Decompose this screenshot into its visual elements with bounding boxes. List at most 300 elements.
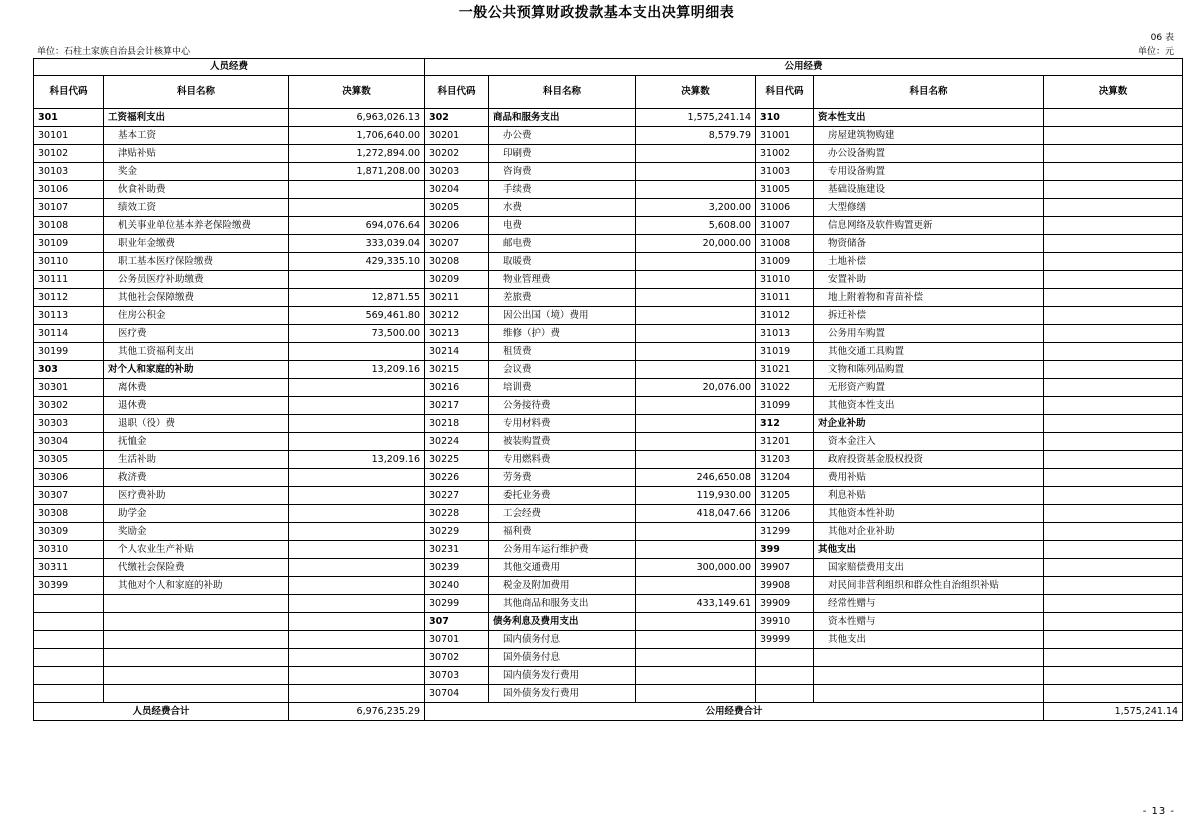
- cell-code: 30201: [425, 127, 489, 145]
- cell-code: 30229: [425, 523, 489, 541]
- cell-name: 其他支出: [814, 541, 1044, 559]
- cell-code: 39908: [756, 577, 814, 595]
- cell-amount: 300,000.00: [636, 559, 756, 577]
- col-header-code: 科目代码: [425, 76, 489, 109]
- table-row: [34, 253, 1183, 271]
- col-header-name: 科目名称: [814, 76, 1044, 109]
- cell-name: 国家赔偿费用支出: [814, 559, 1044, 577]
- cell-code: 30106: [34, 181, 104, 199]
- table-row: [34, 163, 1183, 181]
- cell-amount: [636, 343, 756, 361]
- col-header-code: 科目代码: [34, 76, 104, 109]
- cell-name: [814, 685, 1044, 703]
- cell-code: [34, 613, 104, 631]
- cell-code: 30306: [34, 469, 104, 487]
- cell-name: 代缴社会保险费: [104, 559, 289, 577]
- cell-amount: [289, 595, 425, 613]
- table-row: [34, 289, 1183, 307]
- cell-amount: [636, 181, 756, 199]
- cell-amount: [1044, 379, 1183, 397]
- cell-name: [104, 613, 289, 631]
- public-group-header: 公用经费: [425, 59, 1183, 76]
- cell-code: 30214: [425, 343, 489, 361]
- cell-amount: [289, 631, 425, 649]
- table-row: [34, 433, 1183, 451]
- cell-amount: [1044, 163, 1183, 181]
- cell-name: 基础设施建设: [814, 181, 1044, 199]
- cell-code: 30213: [425, 325, 489, 343]
- cell-name: [104, 631, 289, 649]
- cell-code: [756, 649, 814, 667]
- cell-name: 会议费: [489, 361, 636, 379]
- cell-code: [34, 667, 104, 685]
- cell-amount: [289, 685, 425, 703]
- cell-code: 30225: [425, 451, 489, 469]
- cell-amount: 1,871,208.00: [289, 163, 425, 181]
- cell-name: 其他资本性支出: [814, 397, 1044, 415]
- cell-amount: [1044, 685, 1183, 703]
- cell-amount: 8,579.79: [636, 127, 756, 145]
- cell-name: 劳务费: [489, 469, 636, 487]
- cell-name: 政府投资基金股权投资: [814, 451, 1044, 469]
- cell-amount: [1044, 541, 1183, 559]
- cell-code: 30101: [34, 127, 104, 145]
- page-title: 一般公共预算财政拨款基本支出决算明细表: [458, 5, 735, 21]
- cell-name: 办公费: [489, 127, 636, 145]
- cell-name: 国外债务付息: [489, 649, 636, 667]
- cell-name: 医疗费补助: [104, 487, 289, 505]
- cell-code: 31005: [756, 181, 814, 199]
- public-total-value: 1,575,241.14: [1044, 703, 1183, 721]
- cell-amount: [636, 253, 756, 271]
- cell-name: 税金及附加费用: [489, 577, 636, 595]
- cell-amount: [636, 145, 756, 163]
- table-row: [34, 451, 1183, 469]
- expenditure-table: [33, 58, 1183, 721]
- table-row: [34, 217, 1183, 235]
- cell-name: 其他对企业补助: [814, 523, 1044, 541]
- currency-unit: 单位：元: [1137, 47, 1174, 57]
- cell-amount: [636, 271, 756, 289]
- cell-amount: [636, 613, 756, 631]
- cell-amount: [289, 613, 425, 631]
- cell-amount: [636, 307, 756, 325]
- cell-name: 国内债务付息: [489, 631, 636, 649]
- table-row: [34, 577, 1183, 595]
- cell-amount: [636, 541, 756, 559]
- cell-amount: 1,575,241.14: [636, 109, 756, 127]
- cell-code: 31019: [756, 343, 814, 361]
- cell-code: 31205: [756, 487, 814, 505]
- cell-name: 公务用车购置: [814, 325, 1044, 343]
- cell-name: 伙食补助费: [104, 181, 289, 199]
- cell-code: 30224: [425, 433, 489, 451]
- cell-name: 专用材料费: [489, 415, 636, 433]
- cell-amount: [1044, 397, 1183, 415]
- cell-amount: [289, 541, 425, 559]
- cell-code: 30308: [34, 505, 104, 523]
- table-row: [34, 325, 1183, 343]
- cell-code: 30209: [425, 271, 489, 289]
- cell-amount: [289, 469, 425, 487]
- table-row: [34, 379, 1183, 397]
- cell-amount: 1,272,894.00: [289, 145, 425, 163]
- table-row: [34, 109, 1183, 127]
- cell-name: 退休费: [104, 397, 289, 415]
- cell-amount: [1044, 289, 1183, 307]
- cell-code: 30202: [425, 145, 489, 163]
- cell-code: 30309: [34, 523, 104, 541]
- cell-amount: 13,209.16: [289, 361, 425, 379]
- cell-amount: [636, 685, 756, 703]
- cell-code: 30240: [425, 577, 489, 595]
- cell-name: 安置补助: [814, 271, 1044, 289]
- cell-code: 39910: [756, 613, 814, 631]
- cell-name: 基本工资: [104, 127, 289, 145]
- col-header-name: 科目名称: [104, 76, 289, 109]
- cell-amount: [1044, 613, 1183, 631]
- cell-name: 拆迁补偿: [814, 307, 1044, 325]
- cell-amount: [1044, 307, 1183, 325]
- cell-code: 399: [756, 541, 814, 559]
- cell-code: 30114: [34, 325, 104, 343]
- cell-code: 30112: [34, 289, 104, 307]
- personnel-group-header: 人员经费: [34, 59, 425, 76]
- cell-amount: [289, 379, 425, 397]
- cell-amount: [1044, 235, 1183, 253]
- cell-code: 30305: [34, 451, 104, 469]
- cell-name: 差旅费: [489, 289, 636, 307]
- cell-amount: [289, 667, 425, 685]
- cell-amount: [1044, 253, 1183, 271]
- table-row: [34, 613, 1183, 631]
- cell-name: 信息网络及软件购置更新: [814, 217, 1044, 235]
- cell-code: [34, 631, 104, 649]
- page-number: - 13 -: [1142, 806, 1175, 817]
- cell-name: 福利费: [489, 523, 636, 541]
- cell-amount: [636, 289, 756, 307]
- cell-code: 31002: [756, 145, 814, 163]
- col-header-amount: 决算数: [636, 76, 756, 109]
- cell-code: 30701: [425, 631, 489, 649]
- table-row: [34, 199, 1183, 217]
- cell-amount: [289, 523, 425, 541]
- cell-name: 其他商品和服务支出: [489, 595, 636, 613]
- cell-code: 30113: [34, 307, 104, 325]
- cell-code: 301: [34, 109, 104, 127]
- cell-amount: [1044, 631, 1183, 649]
- cell-name: 国外债务发行费用: [489, 685, 636, 703]
- cell-code: 31001: [756, 127, 814, 145]
- cell-amount: 429,335.10: [289, 253, 425, 271]
- cell-code: 30307: [34, 487, 104, 505]
- cell-amount: [1044, 487, 1183, 505]
- cell-name: 其他交通费用: [489, 559, 636, 577]
- cell-code: 30227: [425, 487, 489, 505]
- cell-name: 生活补助: [104, 451, 289, 469]
- table-row: [34, 595, 1183, 613]
- table-row: [34, 397, 1183, 415]
- group-header-row: [34, 59, 1183, 76]
- cell-code: 312: [756, 415, 814, 433]
- cell-code: 30217: [425, 397, 489, 415]
- table-row: [34, 361, 1183, 379]
- cell-code: 31203: [756, 451, 814, 469]
- cell-amount: [1044, 325, 1183, 343]
- cell-amount: 433,149.61: [636, 595, 756, 613]
- cell-code: 31012: [756, 307, 814, 325]
- cell-code: 31011: [756, 289, 814, 307]
- cell-amount: [1044, 433, 1183, 451]
- cell-amount: [1044, 199, 1183, 217]
- cell-amount: [289, 271, 425, 289]
- cell-name: 土地补偿: [814, 253, 1044, 271]
- cell-amount: [289, 649, 425, 667]
- cell-name: 其他支出: [814, 631, 1044, 649]
- table-row: [34, 235, 1183, 253]
- cell-code: [756, 667, 814, 685]
- cell-amount: 418,047.66: [636, 505, 756, 523]
- cell-code: 30199: [34, 343, 104, 361]
- cell-amount: [289, 415, 425, 433]
- cell-name: 助学金: [104, 505, 289, 523]
- table-row: [34, 307, 1183, 325]
- cell-amount: [289, 505, 425, 523]
- cell-name: 维修（护）费: [489, 325, 636, 343]
- cell-amount: [1044, 127, 1183, 145]
- cell-code: 31007: [756, 217, 814, 235]
- cell-name: 专用设备购置: [814, 163, 1044, 181]
- cell-amount: 1,706,640.00: [289, 127, 425, 145]
- table-row: [34, 559, 1183, 577]
- cell-code: 30399: [34, 577, 104, 595]
- col-header-amount: 决算数: [1044, 76, 1183, 109]
- cell-name: 资本性赠与: [814, 613, 1044, 631]
- cell-name: 职业年金缴费: [104, 235, 289, 253]
- cell-code: 31021: [756, 361, 814, 379]
- cell-amount: 20,076.00: [636, 379, 756, 397]
- public-total-label: 公用经费合计: [425, 703, 1044, 721]
- cell-code: [34, 649, 104, 667]
- cell-amount: 569,461.80: [289, 307, 425, 325]
- cell-code: 302: [425, 109, 489, 127]
- cell-code: 30108: [34, 217, 104, 235]
- cell-amount: [1044, 415, 1183, 433]
- cell-code: [34, 595, 104, 613]
- cell-amount: [1044, 361, 1183, 379]
- cell-name: 抚恤金: [104, 433, 289, 451]
- cell-name: 其他对个人和家庭的补助: [104, 577, 289, 595]
- cell-name: [814, 649, 1044, 667]
- cell-name: [104, 667, 289, 685]
- cell-code: 30111: [34, 271, 104, 289]
- cell-name: 公务接待费: [489, 397, 636, 415]
- cell-amount: [1044, 451, 1183, 469]
- table-number: 06 表: [1150, 33, 1174, 43]
- cell-code: 39909: [756, 595, 814, 613]
- cell-amount: 119,930.00: [636, 487, 756, 505]
- cell-amount: [1044, 271, 1183, 289]
- cell-code: 31099: [756, 397, 814, 415]
- cell-amount: 694,076.64: [289, 217, 425, 235]
- cell-code: 30109: [34, 235, 104, 253]
- cell-name: 职工基本医疗保险缴费: [104, 253, 289, 271]
- cell-name: 债务利息及费用支出: [489, 613, 636, 631]
- personnel-total-label: 人员经费合计: [34, 703, 289, 721]
- cell-name: 地上附着物和青苗补偿: [814, 289, 1044, 307]
- cell-name: 手续费: [489, 181, 636, 199]
- table-row: [34, 271, 1183, 289]
- cell-amount: [636, 325, 756, 343]
- table-row: [34, 523, 1183, 541]
- cell-name: 公务员医疗补助缴费: [104, 271, 289, 289]
- cell-name: 房屋建筑物购建: [814, 127, 1044, 145]
- cell-code: 30218: [425, 415, 489, 433]
- cell-name: [104, 649, 289, 667]
- cell-amount: [636, 361, 756, 379]
- cell-code: 30207: [425, 235, 489, 253]
- cell-name: 专用燃料费: [489, 451, 636, 469]
- cell-code: 30205: [425, 199, 489, 217]
- cell-code: 307: [425, 613, 489, 631]
- cell-amount: 73,500.00: [289, 325, 425, 343]
- cell-amount: 3,200.00: [636, 199, 756, 217]
- cell-code: 31204: [756, 469, 814, 487]
- cell-name: 费用补贴: [814, 469, 1044, 487]
- cell-name: 对民间非营利组织和群众性自治组织补贴: [814, 577, 1044, 595]
- cell-amount: [1044, 595, 1183, 613]
- cell-name: 公务用车运行维护费: [489, 541, 636, 559]
- cell-code: 31006: [756, 199, 814, 217]
- cell-name: 其他交通工具购置: [814, 343, 1044, 361]
- cell-code: 30211: [425, 289, 489, 307]
- cell-amount: [289, 577, 425, 595]
- cell-amount: 20,000.00: [636, 235, 756, 253]
- cell-code: 31022: [756, 379, 814, 397]
- cell-code: 30212: [425, 307, 489, 325]
- cell-name: 物资储备: [814, 235, 1044, 253]
- cell-amount: [1044, 505, 1183, 523]
- cell-amount: [636, 415, 756, 433]
- table-row: [34, 145, 1183, 163]
- cell-name: 退职（役）费: [104, 415, 289, 433]
- cell-code: 30228: [425, 505, 489, 523]
- cell-amount: 5,608.00: [636, 217, 756, 235]
- cell-code: 310: [756, 109, 814, 127]
- table-row: [34, 127, 1183, 145]
- table-row: [34, 415, 1183, 433]
- cell-name: 对个人和家庭的补助: [104, 361, 289, 379]
- cell-name: [814, 667, 1044, 685]
- table-row: [34, 469, 1183, 487]
- cell-code: 30310: [34, 541, 104, 559]
- cell-amount: [636, 631, 756, 649]
- cell-code: 30203: [425, 163, 489, 181]
- cell-amount: 13,209.16: [289, 451, 425, 469]
- cell-code: 39907: [756, 559, 814, 577]
- cell-code: 31008: [756, 235, 814, 253]
- cell-code: 30299: [425, 595, 489, 613]
- cell-code: 30311: [34, 559, 104, 577]
- cell-name: [104, 595, 289, 613]
- cell-amount: 6,963,026.13: [289, 109, 425, 127]
- table-row: [34, 505, 1183, 523]
- personnel-total-value: 6,976,235.29: [289, 703, 425, 721]
- cell-name: 利息补贴: [814, 487, 1044, 505]
- cell-amount: [1044, 559, 1183, 577]
- cell-name: 对企业补助: [814, 415, 1044, 433]
- cell-amount: [636, 433, 756, 451]
- cell-name: 培训费: [489, 379, 636, 397]
- cell-code: 31201: [756, 433, 814, 451]
- cell-code: 30239: [425, 559, 489, 577]
- cell-name: 机关事业单位基本养老保险缴费: [104, 217, 289, 235]
- cell-code: 30704: [425, 685, 489, 703]
- cell-code: 30303: [34, 415, 104, 433]
- cell-amount: [289, 199, 425, 217]
- cell-amount: [1044, 523, 1183, 541]
- reporting-unit: 单位：石柱土家族自治县会计核算中心: [37, 47, 191, 57]
- cell-code: 31003: [756, 163, 814, 181]
- table-row: [34, 487, 1183, 505]
- col-header-code: 科目代码: [756, 76, 814, 109]
- cell-code: 30226: [425, 469, 489, 487]
- cell-code: 30302: [34, 397, 104, 415]
- cell-name: 经常性赠与: [814, 595, 1044, 613]
- cell-name: 资本性支出: [814, 109, 1044, 127]
- cell-name: 医疗费: [104, 325, 289, 343]
- cell-amount: [636, 523, 756, 541]
- cell-name: 其他工资福利支出: [104, 343, 289, 361]
- cell-name: 租赁费: [489, 343, 636, 361]
- cell-amount: [289, 343, 425, 361]
- cell-name: 被装购置费: [489, 433, 636, 451]
- cell-code: 31009: [756, 253, 814, 271]
- cell-amount: [636, 649, 756, 667]
- cell-code: 30301: [34, 379, 104, 397]
- cell-code: 31299: [756, 523, 814, 541]
- cell-name: 离休费: [104, 379, 289, 397]
- col-header-amount: 决算数: [289, 76, 425, 109]
- cell-code: 30204: [425, 181, 489, 199]
- cell-code: 30107: [34, 199, 104, 217]
- cell-code: 31010: [756, 271, 814, 289]
- cell-code: 31013: [756, 325, 814, 343]
- cell-name: 商品和服务支出: [489, 109, 636, 127]
- cell-name: 物业管理费: [489, 271, 636, 289]
- cell-name: 工资福利支出: [104, 109, 289, 127]
- cell-name: 个人农业生产补贴: [104, 541, 289, 559]
- cell-code: 30231: [425, 541, 489, 559]
- cell-code: 31206: [756, 505, 814, 523]
- table-row: [34, 685, 1183, 703]
- cell-amount: [636, 163, 756, 181]
- cell-amount: [1044, 217, 1183, 235]
- cell-amount: [289, 487, 425, 505]
- cell-amount: [289, 181, 425, 199]
- cell-code: 303: [34, 361, 104, 379]
- cell-name: 无形资产购置: [814, 379, 1044, 397]
- cell-amount: [636, 667, 756, 685]
- cell-name: 工会经费: [489, 505, 636, 523]
- cell-amount: [1044, 577, 1183, 595]
- cell-name: 水费: [489, 199, 636, 217]
- table-row: [34, 631, 1183, 649]
- cell-name: 办公设备购置: [814, 145, 1044, 163]
- cell-code: 30216: [425, 379, 489, 397]
- totals-row: [34, 703, 1183, 721]
- cell-amount: [1044, 649, 1183, 667]
